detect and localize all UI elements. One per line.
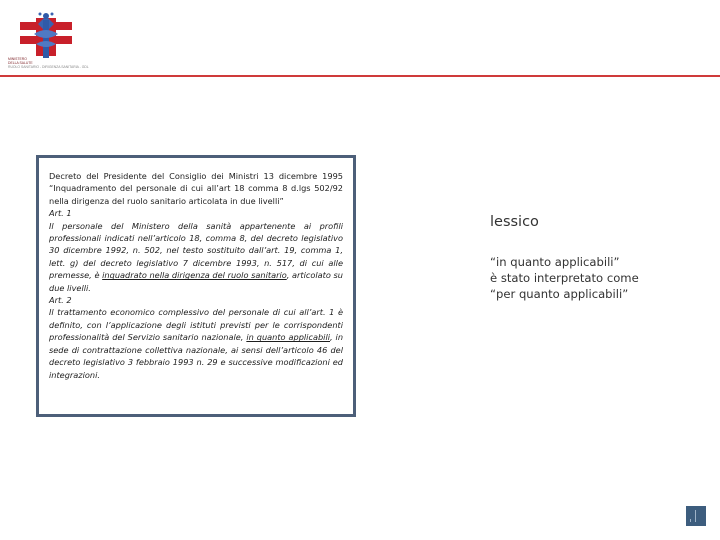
decree-text <box>49 170 343 381</box>
article-2-text-end: , in sede di contrattazione collettiva nazionale, ai sensi dell’articolo 46 del decreto legislativo 3 febbraio 1993 n. 29 e successive modificazioni ed integrazioni. <box>49 332 344 380</box>
header-divider <box>0 75 720 77</box>
article-2-text: Il trattamento economico complessivo del personale di cui all’art. 1 è definito, con l’applicazione degli istituti previsti per le corrispondenti professionalità del Servizio sanitario nazionale, <box>49 307 343 343</box>
slide-corner-icon <box>686 506 706 526</box>
article-1-text-end: , articolato su due livelli. <box>49 270 343 293</box>
logo-line: RUOLO SANITARIO - DIRIGENZA SANITARIA - GDL <box>8 65 89 70</box>
article-1-body <box>49 220 343 294</box>
logo-line: MINISTERO <box>8 57 27 61</box>
logo-line: DELLA SALUTE <box>8 61 33 66</box>
lexicon-line: è stato interpretato come <box>490 271 639 285</box>
logo-caption <box>8 57 92 70</box>
article-2-highlight: in quanto applicabili <box>246 332 330 343</box>
article-1-text: Il personale del Ministero della sanità appartenente ai profili professionali indicati nell’articolo 18, comma 8, del decreto legislativo 30 dicembre 1992, n. 502, nel testo sostituito dall’art. 19, comma 1, lett. g) del decreto legislativo 7 dicembre 1993, n. 517, di cui alle premesse, è <box>49 220 343 281</box>
lexicon-line: “per quanto applicabili” <box>490 287 629 301</box>
article-1-highlight: inquadrato nella dirigenza del ruolo sanitario <box>102 270 287 281</box>
article-2-label: Art. 2 <box>49 295 72 306</box>
article-2-body <box>49 306 343 380</box>
lexicon-line: “in quanto applicabili” <box>490 255 620 269</box>
lexicon-note <box>490 254 710 302</box>
article-1-label: Art. 1 <box>49 208 72 219</box>
decree-text-box <box>36 155 356 417</box>
lexicon-title: lessico <box>490 214 539 230</box>
decree-heading: Decreto del Presidente del Consiglio dei Ministri 13 dicembre 1995 “Inquadramento del personale di cui all’art 18 comma 8 d.lgs 502/92 nella dirigenza del ruolo sanitario articolata in due livelli” <box>49 171 343 206</box>
